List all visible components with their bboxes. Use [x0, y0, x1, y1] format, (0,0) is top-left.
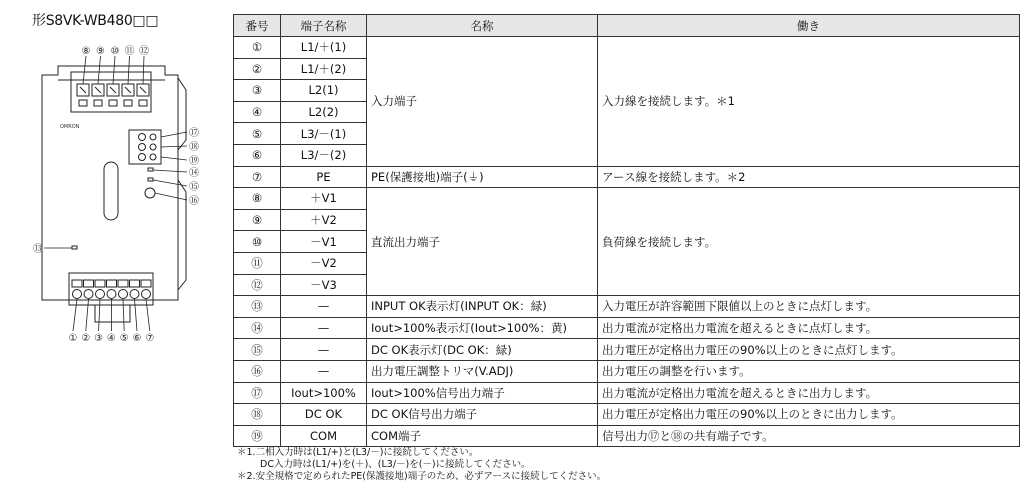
table-row — [234, 317, 1020, 339]
cell-number: ⑫ — [234, 274, 281, 296]
cell-terminal: L1/＋(2) — [281, 58, 367, 80]
note-1: ＊1.二相入力時は(L1/+)と(L3/－)に接続してください。 — [237, 447, 479, 458]
callout-bottom: ⑥ — [132, 333, 142, 344]
cell-number: ⑰ — [234, 382, 281, 404]
terminal-spec-table — [233, 14, 1020, 447]
trimmer-body — [145, 188, 155, 198]
screw-slot — [140, 87, 146, 93]
callout-left: ⑬ — [33, 244, 43, 255]
leader-line — [99, 299, 100, 331]
cell-name: DC OK表示灯(DC OK：緑) — [367, 339, 598, 361]
footnotes — [237, 447, 606, 483]
leader-line — [123, 299, 124, 331]
cell-number: ⑥ — [234, 144, 281, 166]
terminal-port — [109, 100, 117, 106]
leader-line — [155, 193, 187, 200]
cell-function: 信号出力⑰と⑱の共有端子です。 — [598, 425, 1020, 447]
led-dcok — [148, 178, 153, 181]
cell-terminal: — — [281, 317, 367, 339]
header-number: 番号 — [234, 15, 281, 37]
unit-body-outline — [42, 66, 178, 300]
input-screw — [130, 290, 139, 299]
cell-terminal: －V3 — [281, 274, 367, 296]
terminal-port — [139, 100, 147, 106]
table-row — [234, 296, 1020, 318]
input-port — [141, 280, 151, 287]
leader-line — [86, 299, 89, 331]
leader-line — [153, 170, 187, 172]
window-slot — [104, 162, 118, 220]
cell-name: Iout>100%表示灯(Iout>100%：黄) — [367, 317, 598, 339]
callout-top: ⑧ — [81, 46, 91, 57]
cell-name: COM端子 — [367, 425, 598, 447]
table-row — [234, 382, 1020, 404]
cell-function: 入力電圧が許容範囲下限値以上のときに点灯します。 — [598, 296, 1020, 318]
cell-terminal: L2(1) — [281, 80, 367, 102]
leader-line — [161, 132, 187, 137]
input-port — [107, 280, 117, 287]
cell-terminal: ＋V2 — [281, 209, 367, 231]
table-header-row — [234, 15, 1020, 37]
cell-number: ③ — [234, 80, 281, 102]
leader-line — [153, 180, 187, 186]
cell-terminal: L2(2) — [281, 101, 367, 123]
signal-screw — [139, 144, 146, 151]
terminal-port — [79, 100, 87, 106]
cell-name: DC OK信号出力端子 — [367, 404, 598, 426]
right-rail — [178, 78, 186, 150]
callout-bottom: ① — [68, 333, 78, 344]
table-row — [234, 188, 1020, 210]
leader-line — [161, 146, 187, 147]
callout-bottom: ② — [81, 333, 91, 344]
header-function: 働き — [598, 15, 1020, 37]
cell-number: ⑪ — [234, 252, 281, 274]
cell-terminal: L3/－(1) — [281, 123, 367, 145]
cell-terminal: PE — [281, 166, 367, 188]
cell-terminal: — — [281, 339, 367, 361]
cell-number: ⑤ — [234, 123, 281, 145]
cell-name: Iout>100%信号出力端子 — [367, 382, 598, 404]
callout-bottom: ③ — [94, 333, 104, 344]
cell-number: ⑮ — [234, 339, 281, 361]
cell-function: 出力電流が定格出力電流を超えるときに点灯します。 — [598, 317, 1020, 339]
callout-right: ⑭ — [189, 168, 199, 179]
input-port — [118, 280, 128, 287]
din-clip — [95, 305, 130, 322]
cell-terminal: DC OK — [281, 404, 367, 426]
input-screw — [96, 290, 105, 299]
cell-number: ⑦ — [234, 166, 281, 188]
cell-number: ① — [234, 37, 281, 59]
callout-right: ⑰ — [189, 128, 199, 139]
cell-terminal: — — [281, 360, 367, 382]
input-screw — [142, 290, 151, 299]
callout-top: ⑩ — [110, 46, 120, 57]
callout-right: ⑱ — [189, 142, 199, 153]
cell-name: INPUT OK表示灯(INPUT OK：緑) — [367, 296, 598, 318]
cell-name: 出力電圧調整トリマ(V.ADJ) — [367, 360, 598, 382]
callout-bottom: ⑤ — [119, 333, 129, 344]
cell-function: 出力電圧が定格出力電圧の90%以上のときに出力します。 — [598, 404, 1020, 426]
callout-right: ⑯ — [189, 196, 199, 207]
input-screw — [119, 290, 128, 299]
brand-logo: OMRON — [60, 124, 80, 130]
cell-number: ⑨ — [234, 209, 281, 231]
screw-slot — [80, 87, 86, 93]
cell-name: PE(保護接地)端子(⏚) — [367, 166, 598, 188]
table-row — [234, 339, 1020, 361]
cell-number: ④ — [234, 101, 281, 123]
leader-line — [135, 299, 138, 331]
leader-line — [146, 299, 150, 331]
led-iout — [148, 168, 153, 171]
signal-screw — [139, 154, 146, 161]
screw-slot — [125, 87, 131, 93]
signal-screw — [139, 134, 146, 141]
input-port — [72, 280, 82, 287]
cell-function: 入力線を接続します。＊1 — [598, 37, 1020, 167]
cell-function: アース線を接続します。＊2 — [598, 166, 1020, 188]
cell-number: ⑲ — [234, 425, 281, 447]
signal-port — [150, 144, 156, 150]
leader-line — [73, 299, 77, 331]
cell-number: ⑩ — [234, 231, 281, 253]
cell-number: ⑬ — [234, 296, 281, 318]
callout-top: ⑨ — [96, 46, 105, 57]
input-port — [84, 280, 94, 287]
terminal-port — [124, 100, 132, 106]
cell-function: 負荷線を接続します。 — [598, 188, 1020, 296]
cell-number: ② — [234, 58, 281, 80]
note-1-cont: DC入力時は(L1/+)を(＋)、(L3/－)を(－)に接続してください。 — [260, 459, 531, 470]
callout-top: ⑫ — [139, 46, 149, 57]
table-row — [234, 360, 1020, 382]
signal-port — [150, 134, 156, 140]
cell-number: ⑱ — [234, 404, 281, 426]
cell-terminal: Iout>100% — [281, 382, 367, 404]
callout-right: ⑮ — [189, 182, 199, 193]
header-terminal: 端子名称 — [281, 15, 367, 37]
input-port — [95, 280, 105, 287]
cell-function: 出力電圧の調整を行います。 — [598, 360, 1020, 382]
callout-top: ⑪ — [124, 46, 135, 57]
cell-terminal: — — [281, 296, 367, 318]
note-2: ＊2.安全規格で定められたPE(保護接地)端子のため、必ずアースに接続してください。 — [237, 471, 607, 482]
callout-bottom: ④ — [106, 333, 116, 344]
page-title: 形S8VK-WB480□□ — [32, 13, 159, 29]
input-screw — [73, 290, 82, 299]
cell-number: ⑯ — [234, 360, 281, 382]
cell-terminal: COM — [281, 425, 367, 447]
table-row — [234, 166, 1020, 188]
cell-name: 直流出力端子 — [367, 188, 598, 296]
input-port — [130, 280, 140, 287]
cell-terminal: －V1 — [281, 231, 367, 253]
callout-bottom: ⑦ — [145, 333, 155, 344]
header-name: 名称 — [367, 15, 598, 37]
signal-port — [150, 154, 156, 160]
table-row — [234, 404, 1020, 426]
led-input-ok — [72, 246, 77, 249]
cell-terminal: L3/－(2) — [281, 144, 367, 166]
power-supply-diagram — [0, 0, 232, 500]
screw-slot — [95, 87, 101, 93]
cell-number: ⑭ — [234, 317, 281, 339]
input-screw — [107, 290, 116, 299]
right-rail-lower — [178, 180, 186, 290]
screw-slot — [110, 87, 116, 93]
cell-terminal: L1/＋(1) — [281, 37, 367, 59]
input-screw — [84, 290, 93, 299]
cell-terminal: －V2 — [281, 252, 367, 274]
terminal-port — [94, 100, 102, 106]
cell-function: 出力電圧が定格出力電圧の90%以上のときに点灯します。 — [598, 339, 1020, 361]
cell-number: ⑧ — [234, 188, 281, 210]
cell-terminal: ＋V1 — [281, 188, 367, 210]
cell-name: 入力端子 — [367, 37, 598, 167]
callout-right: ⑲ — [189, 156, 199, 167]
table-row — [234, 37, 1020, 59]
table-row — [234, 425, 1020, 447]
leader-line — [161, 157, 187, 160]
cell-function: 出力電流が定格出力電流を超えるときに出力します。 — [598, 382, 1020, 404]
